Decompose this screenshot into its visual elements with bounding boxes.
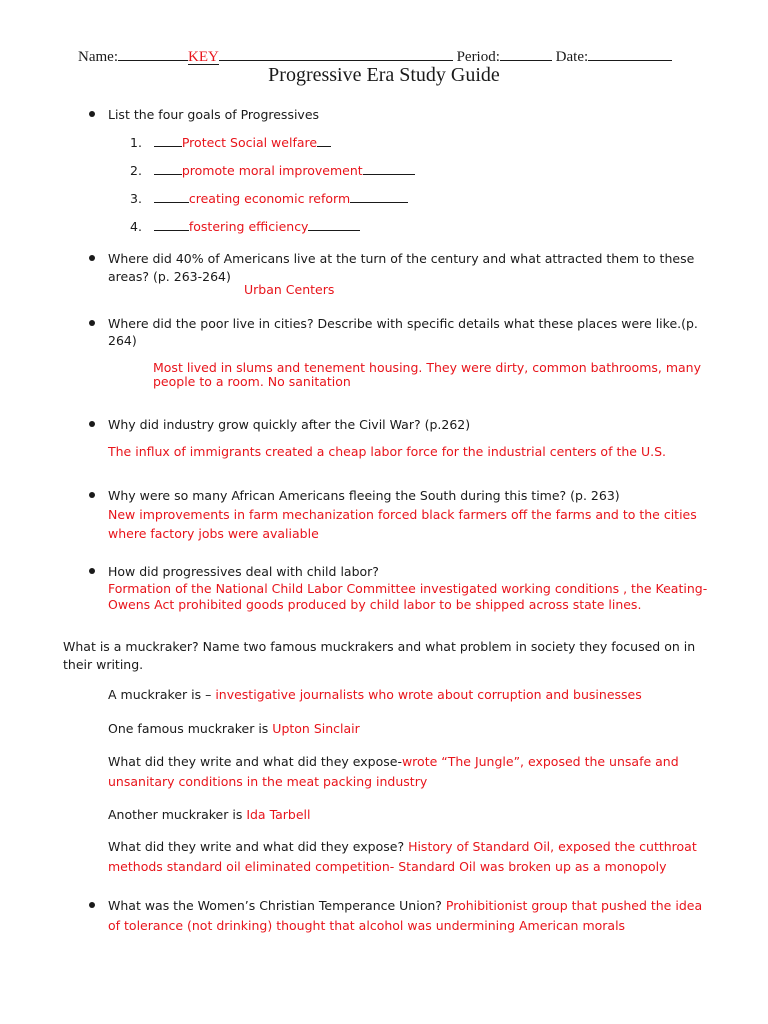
q7-expose-1-answer-2: unsanitary conditions in the meat packing industry [108, 774, 428, 789]
q5-prompt: Why were so many African Americans fleeing the South during this time? (p. 263) [108, 488, 620, 503]
name-blank-1 [118, 45, 188, 61]
q7-famous-2: Another muckraker is Ida Tarbell [108, 807, 311, 822]
q7-famous-1: One famous muckraker is Upton Sinclair [108, 721, 360, 736]
q1-answer-4: fostering efficiency [188, 219, 309, 234]
q1-item-1: 1. Protect Social welfare [130, 133, 331, 152]
q1-answer-1: Protect Social welfare [181, 135, 318, 150]
date-blank [588, 45, 672, 61]
q1-item-2: 2. promote moral improvement [130, 161, 415, 180]
q7-definition-answer: investigative journalists who wrote about corruption and businesses [215, 687, 642, 702]
q7-famous-2-answer: Ida Tarbell [246, 807, 311, 822]
q5-answer-1: New improvements in farm mechanization forced black farmers off the farms and to the cities [108, 507, 697, 522]
bullet-icon [89, 902, 95, 908]
q7-expose-1-answer-1: wrote “The Jungle”, exposed the unsafe and [401, 754, 679, 769]
q6-answer-1: Formation of the National Child Labor Committee investigated working conditions , the Keating- [108, 581, 708, 596]
bullet-icon [89, 255, 95, 261]
bullet-icon [89, 492, 95, 498]
q2-answer: Urban Centers [244, 282, 335, 297]
q7-expose-2: What did they write and what did they expose? History of Standard Oil, exposed the cutthroat [108, 839, 697, 854]
q2-line-2: areas? (p. 263-264) [108, 269, 231, 284]
q7-definition: A muckraker is – investigative journalists who wrote about corruption and businesses [108, 687, 642, 702]
q4-prompt: Why did industry grow quickly after the Civil War? (p.262) [108, 417, 471, 432]
bullet-icon [89, 421, 95, 427]
q8-answer-1: Prohibitionist group that pushed the idea [445, 898, 703, 913]
q7-expose-2-answer-1: History of Standard Oil, exposed the cutthroat [408, 839, 697, 854]
q3-answer-1: Most lived in slums and tenement housing. They were dirty, common bathrooms, many [153, 360, 701, 375]
q7-line-2: their writing. [63, 657, 144, 672]
period-blank [500, 45, 552, 61]
q3-line-2: 264) [108, 333, 137, 348]
date-label: Date: [555, 49, 589, 65]
q8-answer-2: of tolerance (not drinking) thought that alcohol was undermining American morals [108, 918, 626, 933]
q3-answer-2: people to a room. No sanitation [153, 374, 351, 389]
q3-line-1: Where did the poor live in cities? Describe with specific details what these places were like.(p. [108, 316, 698, 331]
q7-line-1: What is a muckraker? Name two famous muckrakers and what problem in society they focused on in [63, 639, 696, 654]
q7-famous-1-answer: Upton Sinclair [272, 721, 360, 736]
period-label: Period: [456, 49, 500, 65]
q1-item-3: 3. creating economic reform [130, 189, 408, 208]
q2-line-1: Where did 40% of Americans live at the turn of the century and what attracted them to these [108, 251, 695, 266]
q6-answer-2: Owens Act prohibited goods produced by child labor to be shipped across state lines. [108, 597, 642, 612]
name-label: Name: [78, 49, 118, 65]
q1-item-4: 4. fostering efficiency [130, 217, 360, 236]
q7-expose-1: What did they write and what did they expose-wrote “The Jungle”, exposed the unsafe and [108, 754, 679, 769]
q7-expose-2-answer-2: methods standard oil eliminated competition- Standard Oil was broken up as a monopoly [108, 859, 667, 874]
q8-prompt: What was the Women’s Christian Temperance Union? Prohibitionist group that pushed the idea [108, 898, 703, 913]
header-line [78, 45, 698, 66]
bullet-icon [89, 111, 95, 117]
bullet-icon [89, 568, 95, 574]
page-title: Progressive Era Study Guide [268, 64, 500, 86]
q5-answer-2: where factory jobs were avaliable [108, 526, 319, 541]
q6-prompt: How did progressives deal with child labor? [108, 564, 379, 579]
key-text: KEY [187, 49, 219, 65]
q1-answer-3: creating economic reform [188, 191, 351, 206]
q1-answer-2: promote moral improvement [181, 163, 363, 178]
bullet-icon [89, 320, 95, 326]
q1-prompt: List the four goals of Progressives [108, 107, 320, 122]
name-blank-2 [219, 45, 453, 61]
q4-answer: The influx of immigrants created a cheap labor force for the industrial centers of the U.S. [108, 444, 666, 459]
